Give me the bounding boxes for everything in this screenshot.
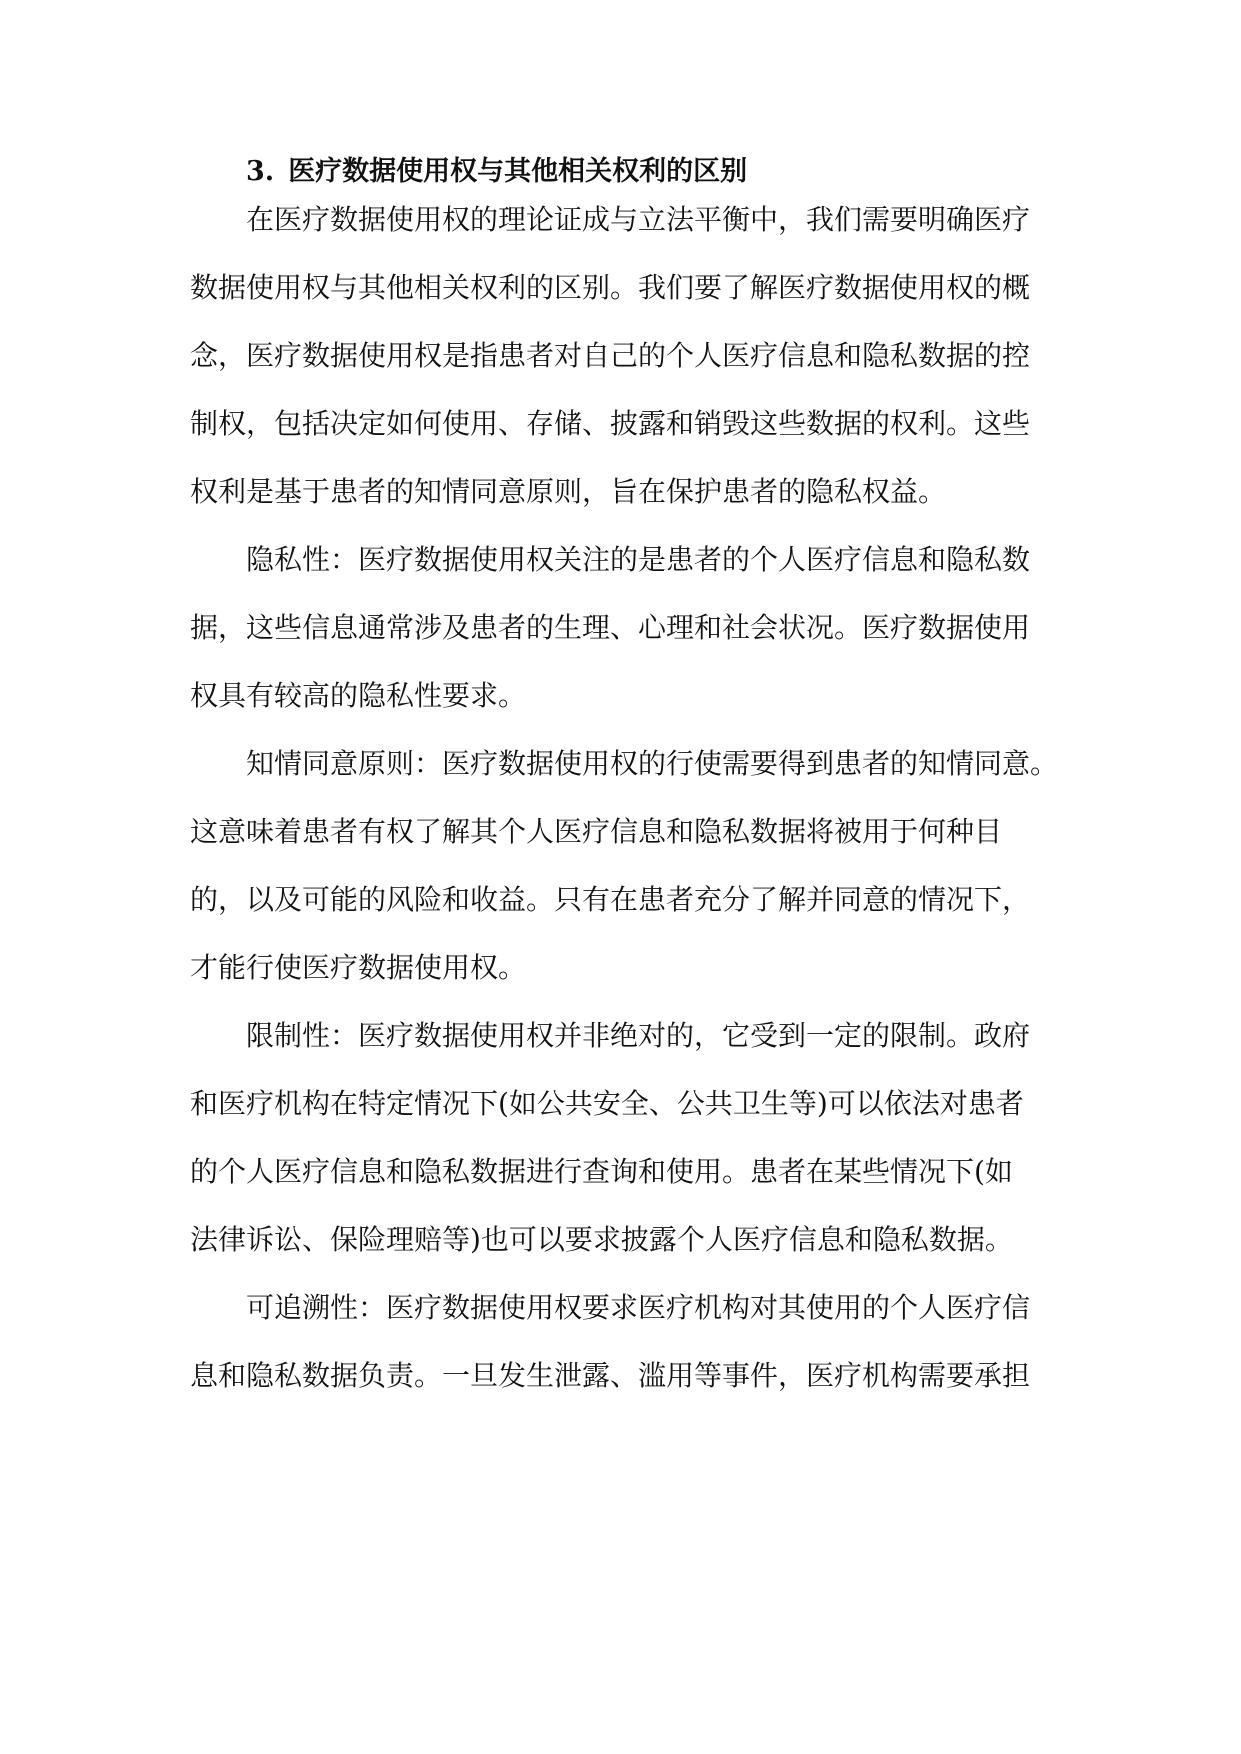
paragraph-line: 和医疗机构在特定情况下(如公共安全、公共卫生等)可以依法对患者	[190, 1087, 1024, 1120]
paragraph-line: 制权，包括决定如何使用、存储、披露和销毁这些数据的权利。这些	[190, 407, 1031, 440]
paragraph-line: 法律诉讼、保险理赔等)也可以要求披露个人医疗信息和隐私数据。	[190, 1223, 1013, 1256]
paragraph-line: 数据使用权与其他相关权利的区别。我们要了解医疗数据使用权的概	[190, 271, 1031, 304]
paragraph-line: 在医疗数据使用权的理论证成与立法平衡中，我们需要明确医疗	[246, 203, 1031, 236]
section-title: 医疗数据使用权与其他相关权利的区别	[288, 156, 748, 187]
paragraph-line: 隐私性：医疗数据使用权关注的是患者的个人医疗信息和隐私数	[246, 543, 1031, 576]
section-heading	[246, 152, 747, 192]
paragraph-line: 念，医疗数据使用权是指患者对自己的个人医疗信息和隐私数据的控	[190, 339, 1031, 372]
section-number: 3.	[246, 156, 275, 187]
paragraph-line: 知情同意原则：医疗数据使用权的行使需要得到患者的知情同意。	[246, 747, 1059, 780]
paragraph-line: 息和隐私数据负责。一旦发生泄露、滥用等事件，医疗机构需要承担	[190, 1359, 1031, 1392]
paragraph-line: 权利是基于患者的知情同意原则，旨在保护患者的隐私权益。	[190, 475, 947, 508]
paragraph-line: 限制性：医疗数据使用权并非绝对的，它受到一定的限制。政府	[246, 1019, 1031, 1052]
paragraph-line: 才能行使医疗数据使用权。	[190, 951, 527, 984]
paragraph-line: 据，这些信息通常涉及患者的生理、心理和社会状况。医疗数据使用	[190, 611, 1031, 644]
paragraph-line: 的个人医疗信息和隐私数据进行查询和使用。患者在某些情况下(如	[190, 1155, 1013, 1188]
paragraph-line: 这意味着患者有权了解其个人医疗信息和隐私数据将被用于何种目	[190, 815, 1003, 848]
paragraph-line: 可追溯性：医疗数据使用权要求医疗机构对其使用的个人医疗信	[246, 1291, 1031, 1324]
paragraph-line: 权具有较高的隐私性要求。	[190, 679, 527, 712]
paragraph-line: 的，以及可能的风险和收益。只有在患者充分了解并同意的情况下，	[190, 883, 1031, 916]
